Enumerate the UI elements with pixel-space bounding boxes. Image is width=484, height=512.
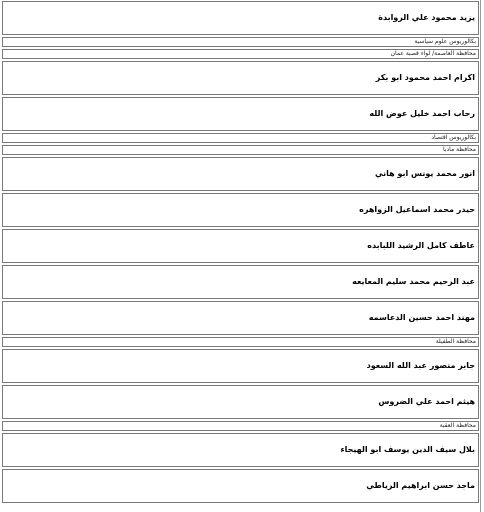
person-name-cell: حيدر محمد اسماعيل الزواهره [2, 193, 479, 227]
person-name-cell: اكرام احمد محمود ابو بكر [2, 61, 479, 95]
right-divider-line [480, 0, 481, 512]
person-name-cell: رحاب احمد خليل عوض الله [2, 97, 479, 131]
person-name-cell: مهند احمد حسين الدعاسمه [2, 301, 479, 335]
person-name-cell: هيثم احمد علي الضروس [2, 385, 479, 419]
detail-cell: محافظة الطفيلة [2, 337, 479, 347]
person-name-cell: بلال سيف الدين يوسف ابو الهيجاء [2, 433, 479, 467]
person-name-cell: يزيد محمود علي الروابدة [2, 1, 479, 35]
detail-cell: بكالوريوس علوم سياسية [2, 37, 479, 47]
detail-cell: محافظة مادبا [2, 145, 479, 155]
detail-cell: بكالوريوس اقتصاد [2, 133, 479, 143]
detail-cell: محافظة العاصمة/ لواء قصبة عمان [2, 49, 479, 59]
detail-cell: محافظة العقبة [2, 421, 479, 431]
person-name-cell: جابر منصور عبد الله السعود [2, 349, 479, 383]
person-name-cell: عاطف كامل الرشيد اللبابده [2, 229, 479, 263]
person-name-cell: عبد الرحيم محمد سليم المعايعه [2, 265, 479, 299]
person-name-cell: ماجد حسن ابراهيم الرياطي [2, 469, 479, 503]
person-name-cell: انور محمد يونس ابو هاني [2, 157, 479, 191]
